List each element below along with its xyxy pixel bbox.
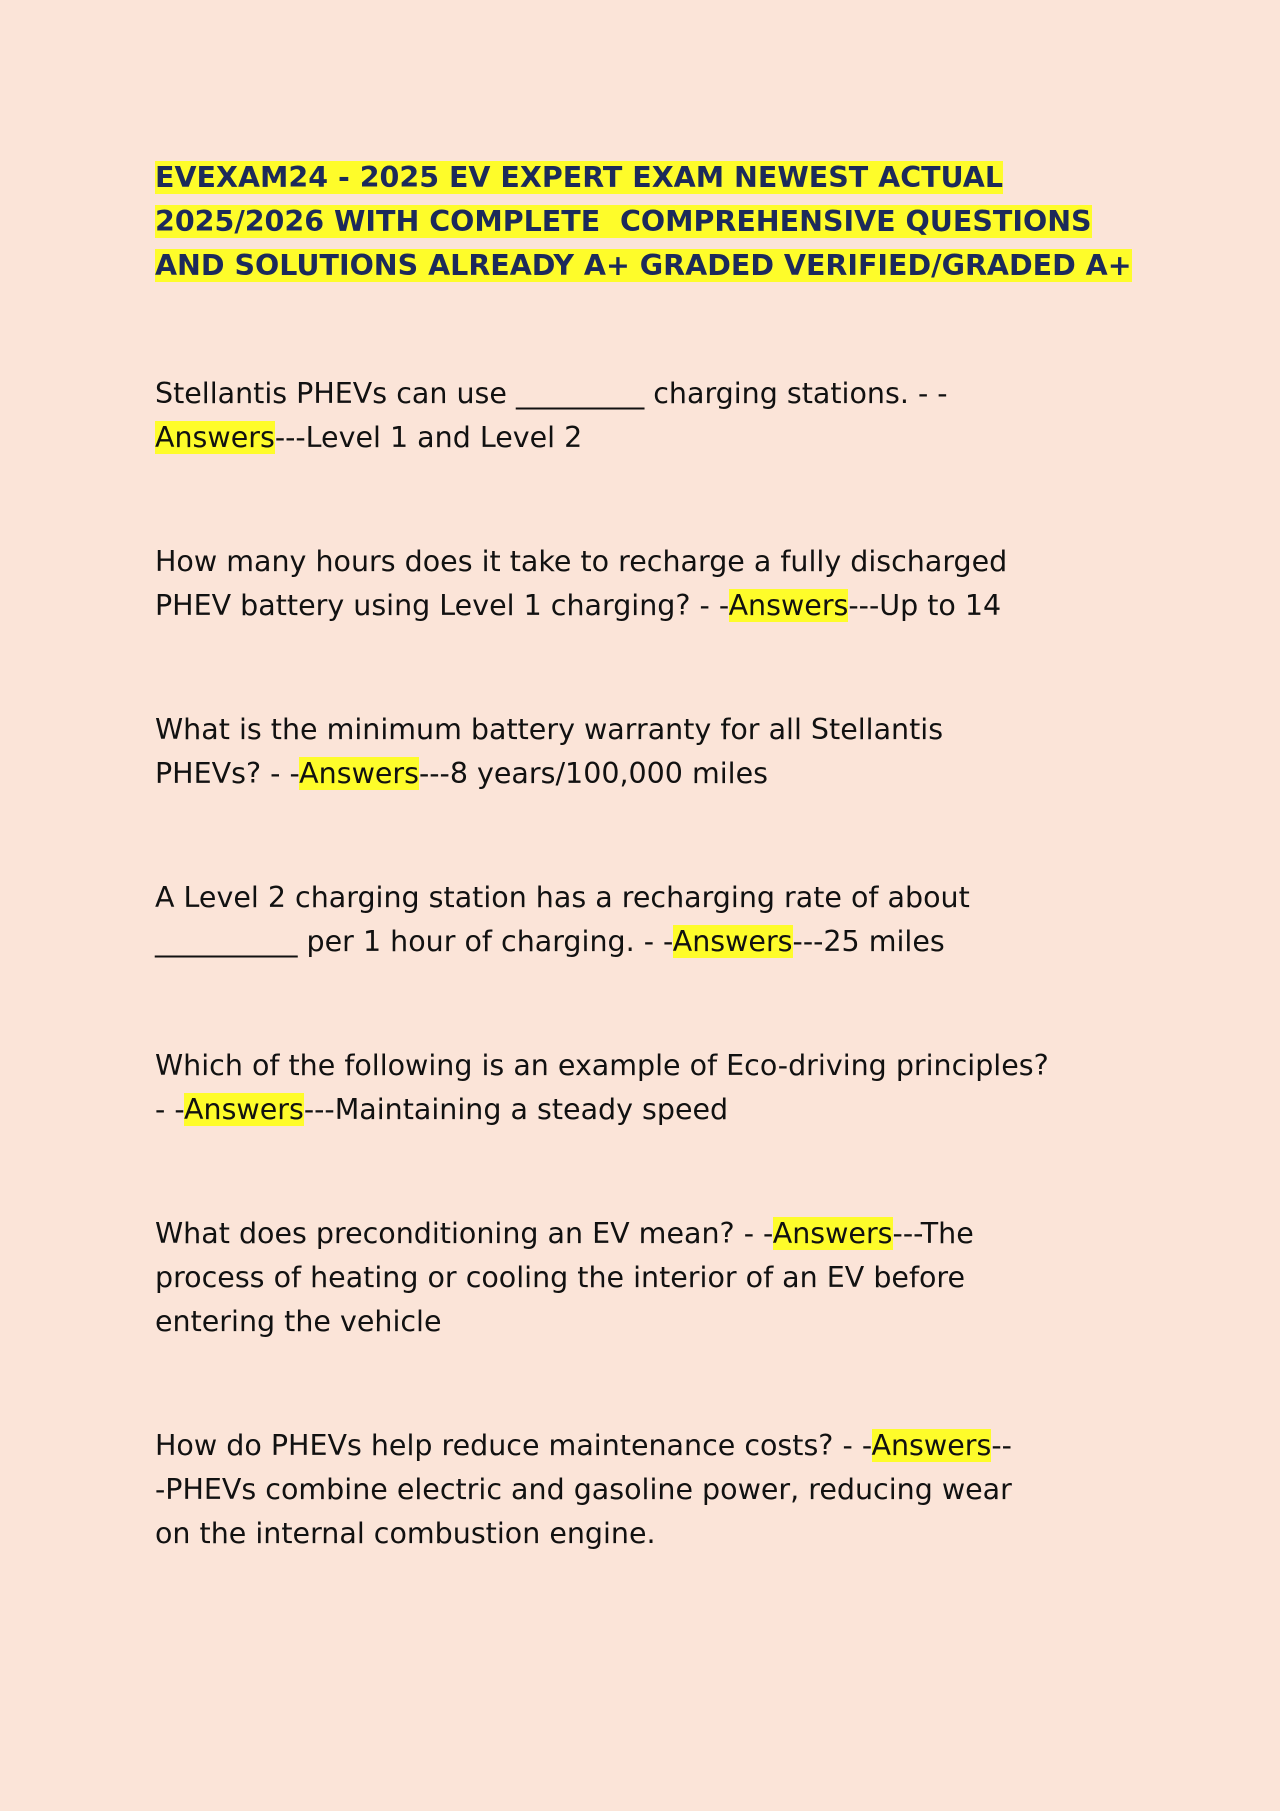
answers-label: Answers <box>772 1217 893 1250</box>
title-line-2: 2025/2026 WITH COMPLETE COMPREHENSIVE QUESTIONS <box>155 205 1092 238</box>
answer-text: ---8 years/100,000 miles <box>418 757 768 790</box>
answer-text: ---Up to 14 <box>848 589 1002 622</box>
answers-label: Answers <box>155 421 275 454</box>
answer-text: ---Maintaining a steady speed <box>303 1093 729 1126</box>
qa-item-4 <box>155 876 1150 964</box>
answer-text: ---Level 1 and Level 2 <box>274 421 583 454</box>
document-title <box>155 156 1150 288</box>
qa-item-2 <box>155 540 1150 628</box>
answers-label: Answers <box>184 1093 304 1126</box>
question-text: How do PHEVs help reduce maintenance costs? - - <box>155 1429 872 1462</box>
title-line-3: AND SOLUTIONS ALREADY A+ GRADED VERIFIED/GRADED A+ <box>155 249 1132 282</box>
qa-list <box>155 372 1150 1556</box>
question-text: What does preconditioning an EV mean? - - <box>155 1217 773 1250</box>
answers-label: Answers <box>299 757 419 790</box>
qa-item-1 <box>155 372 1150 460</box>
title-line-1: EVEXAM24 - 2025 EV EXPERT EXAM NEWEST ACTUAL <box>155 161 1004 194</box>
qa-item-5 <box>155 1044 1150 1132</box>
answers-label: Answers <box>728 589 849 622</box>
qa-item-6 <box>155 1212 1150 1344</box>
answers-label: Answers <box>871 1429 992 1462</box>
answer-text: ---The process of heating or cooling the interior of an EV before entering the vehicle <box>155 1217 974 1338</box>
question-text: What is the minimum battery warranty for all Stellantis PHEVs? - - <box>155 713 944 790</box>
qa-item-3 <box>155 708 1150 796</box>
question-text: How many hours does it take to recharge a fully discharged PHEV battery using Level 1 charging? - - <box>155 545 1008 622</box>
question-text: Stellantis PHEVs can use _________ charging stations. - - <box>155 377 948 410</box>
answer-text: ---25 miles <box>792 925 945 958</box>
question-text: Which of the following is an example of Eco-driving principles? - - <box>155 1049 1049 1126</box>
qa-item-7 <box>155 1424 1150 1556</box>
answers-label: Answers <box>672 925 793 958</box>
answer-text: -- -PHEVs combine electric and gasoline power, reducing wear on the internal combustion engine. <box>155 1429 1012 1550</box>
question-text: A Level 2 charging station has a recharging rate of about __________ per 1 hour of charging. - - <box>155 881 970 958</box>
